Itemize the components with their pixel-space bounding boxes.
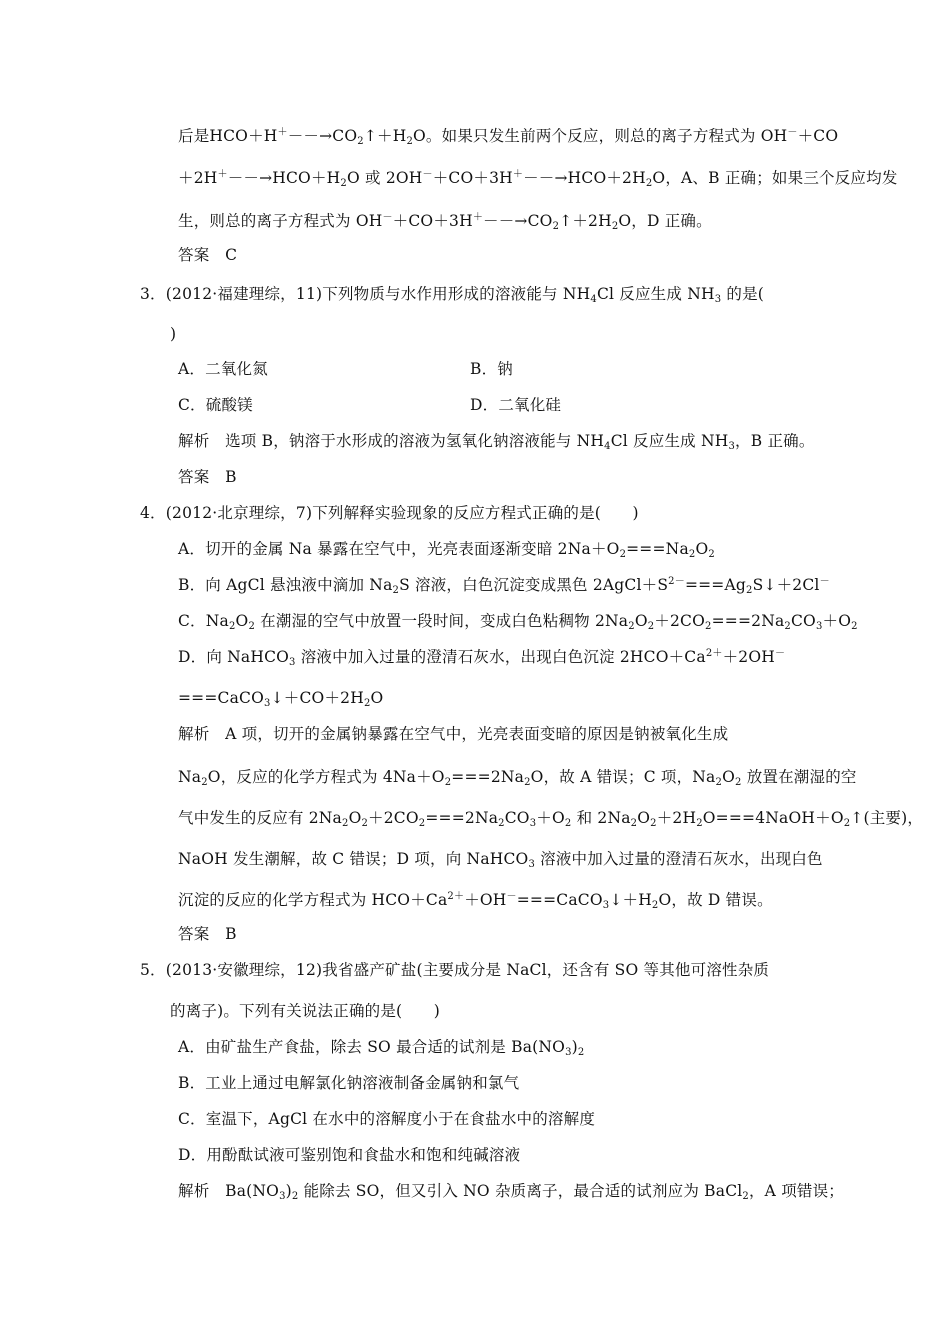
text-line: 生，则总的离子方程式为 $OH^-+CO+3H^+--\to CO_2↑+2H_2O$，D 正确。 (178, 212, 712, 232)
text-line: A．由矿盐生产食盐，除去 SO 最合适的试剂是 $Ba(NO_3)_2$ (178, 1038, 585, 1058)
text-line: NaOH 发生潮解，故 C 错误；D 项，向 NaHCO$_3$ 溶液中加入过量的澄清石灰水，出现白色 (178, 850, 823, 870)
text-line: B．钠 (470, 360, 513, 378)
text-line: 沉淀的反应的化学方程式为 $HCO+Ca^{2+}+OH^-===CaCO_3↓+H_2O$，故 D 错误。 (178, 891, 773, 911)
text-line: C．室温下，AgCl 在水中的溶解度小于在食盐水中的溶解度 (178, 1110, 596, 1128)
text-line: 3．(2012·福建理综，11)下列物质与水作用形成的溶液能与 $NH_4Cl$ 反应生成 $NH_3$ 的是( (140, 285, 765, 305)
text-line: 答案 B (178, 925, 237, 943)
text-line: C．$Na_2O_2$ 在潮湿的空气中放置一段时间，变成白色粘稠物 $2Na_2O_2+2CO_2===2Na_2CO_3+O_2$ (178, 612, 858, 632)
text-line: ) (170, 325, 177, 343)
text-line: 的离子)。下列有关说法正确的是( ) (170, 1002, 440, 1020)
text-line: 解析 选项 B，钠溶于水形成的溶液为氢氧化钠溶液能与 $NH_4Cl$ 反应生成 $NH_3$，B 正确。 (178, 432, 815, 452)
text-line: B．工业上通过电解氯化钠溶液制备金属钠和氯气 (178, 1074, 520, 1092)
text-line: $+2H^+--\to HCO+H_2O$ 或 $2OH^-+CO+3H^+--\to HCO+2H_2O$，A、B 正确；如果三个反应均发 (178, 169, 898, 189)
text-line: C．硫酸镁 (178, 396, 253, 414)
text-line: $Na_2O$，反应的化学方程式为 $4Na+O_2===2Na_2O$，故 A 错误；C 项，$Na_2O_2$ 放置在潮湿的空 (178, 768, 857, 788)
text-line: 解析 $Ba(NO_3)_2$ 能除去 SO，但又引入 NO 杂质离子，最合适的试剂应为 BaCl$_2$，A 项错误； (178, 1182, 845, 1202)
text-line: 解析 A 项，切开的金属钠暴露在空气中，光亮表面变暗的原因是钠被氧化生成 (178, 725, 729, 743)
text-line: B．向 AgCl 悬浊液中滴加 $Na_2S$ 溶液，白色沉淀变成黑色 $2AgCl+S^{2-}===Ag_2S↓+2Cl^-$ (178, 576, 830, 596)
text-line: 答案 C (178, 246, 238, 264)
text-line: D．二氧化硅 (470, 396, 562, 414)
text-line: 4．(2012·北京理综，7)下列解释实验现象的反应方程式正确的是( ) (140, 504, 639, 522)
text-line: A．切开的金属 Na 暴露在空气中，光亮表面逐渐变暗 $2Na+O_2===Na_2O_2$ (178, 540, 715, 560)
text-line: A．二氧化氮 (178, 360, 268, 378)
text-line: 后是$HCO+H^+--\to CO_2↑+H_2O$。如果只发生前两个反应，则总的离子方程式为 OH－＋CO (178, 127, 839, 147)
text-line: 气中发生的反应有 $2Na_2O_2+2CO_2===2Na_2CO_3+O_2$ 和 $2Na_2O_2+2H_2O===4NaOH+O_2↑$(主要)， (178, 809, 924, 829)
text-line: $===CaCO_3↓+CO+2H_2O$ (178, 689, 384, 709)
text-line: D．用酚酞试液可鉴别饱和食盐水和饱和纯碱溶液 (178, 1146, 521, 1164)
text-line: 答案 B (178, 468, 237, 486)
text-line: 5．(2013·安徽理综，12)我省盛产矿盐(主要成分是 NaCl，还含有 SO 等其他可溶性杂质 (140, 961, 770, 979)
text-line: D．向 NaHCO$_3$ 溶液中加入过量的澄清石灰水，出现白色沉淀 $2HCO+Ca^{2+}+2OH^-$ (178, 648, 786, 668)
